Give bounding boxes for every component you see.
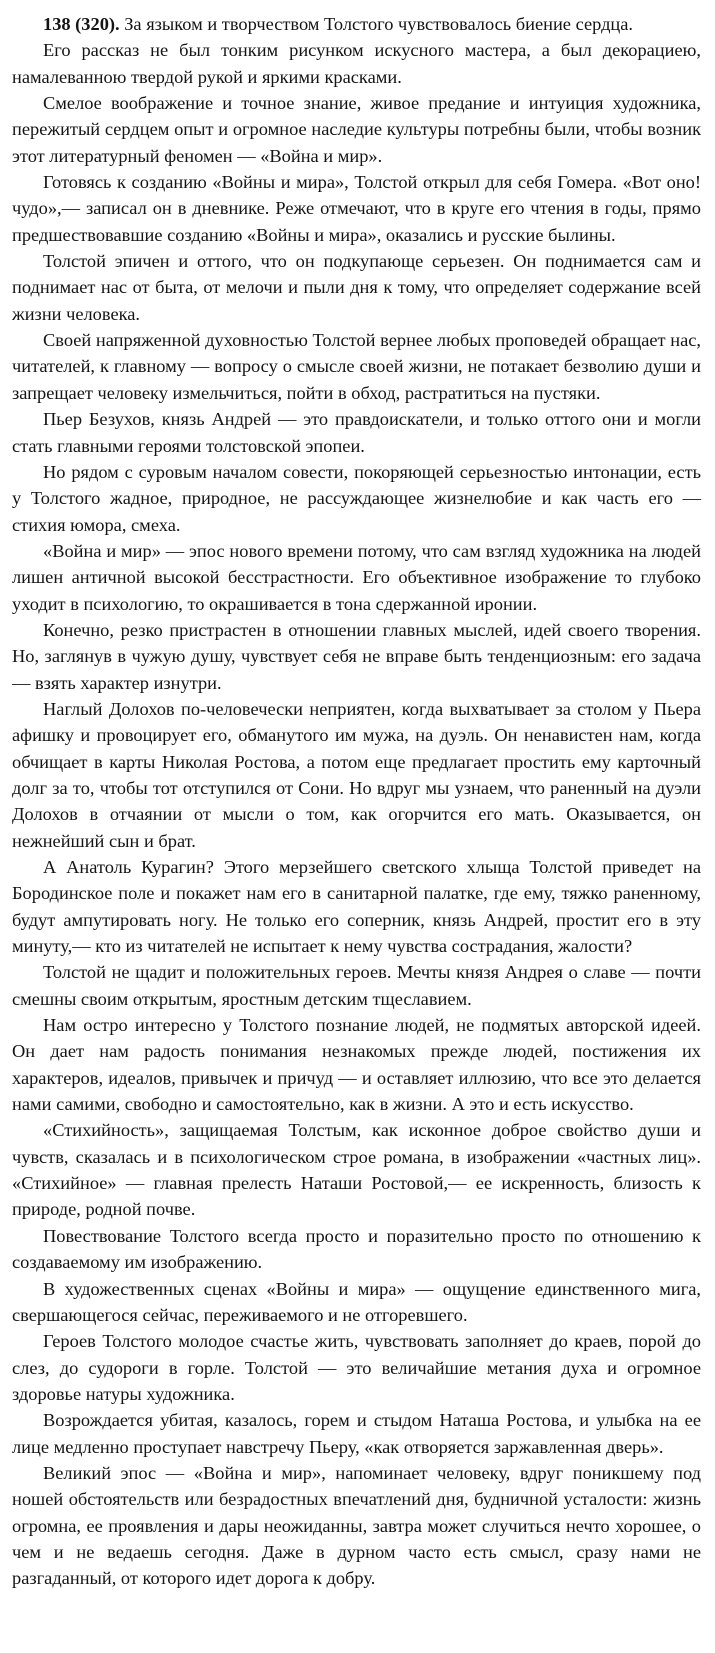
body-paragraph: «Стихийность», защищаемая Толстым, как исконное доброе свойство души и чувств, сказалась и в психологическом строе романа, в изображении «частных лиц». «Стихийное» — главная прелесть Наташи Ростовой,— ее искренность, близость к природе, родной почве.: [12, 1120, 701, 1220]
body-paragraph: Нам остро интересно у Толстого познание людей, не подмятых авторской идеей. Он дает нам радость понимания незнакомых прежде людей, постижения их характеров, идеалов, привычек и причуд — и оставляет иллюзию, что все это делается нами самими, свободно и самостоятельно, как в жизни. А это и есть искусство.: [12, 1015, 701, 1115]
body-paragraph: Конечно, резко пристрастен в отношении главных мыслей, идей своего творения. Но, заглянув в чужую душу, чувствует себя не вправе быть тенденциозным: его задача — взять характер изнутри.: [12, 619, 701, 693]
body-paragraph: В художественных сценах «Войны и мира» — ощущение единственного мига, свершающегося сейчас, переживаемого и не отгоревшего.: [12, 1278, 701, 1325]
body-paragraph: Смелое воображение и точное знание, живое предание и интуиция художника, пережитый сердцем опыт и огромное наследие культуры потребны были, чтобы возник этот литературный феномен — «Война и мир».: [12, 93, 701, 166]
body-paragraph: Готовясь к созданию «Войны и мира», Толстой открыл для себя Гомера. «Вот оно! чудо»,— записал он в дневнике. Реже отмечают, что в круге его чтения в годы, прямо предшествовавшие созданию «Войны и мира», оказались и русские былины.: [12, 172, 701, 245]
body-paragraph: Великий эпос — «Война и мир», напоминает человеку, вдруг поникшему под ношей обстоятельств или безрадостных впечатлений дня, будничной усталости: жизнь огромна, ее проявления и дары неожиданны, завтра может случиться нечто хорошее, о чем и не ведаешь сегодня. Даже в дурном часто есть смысл, сразу нами не разгаданный, от которого идет дорога к добру.: [12, 1462, 701, 1589]
body-paragraph: Наглый Долохов по-человечески неприятен, когда выхватывает за столом у Пьера афишку и провоцирует его, обманутого им мужа, на дуэль. Он ненавистен нам, когда обчищает в карты Николая Ростова, а потом еще предлагает простить ему карточный долг за то, чтобы тот отступился от Сони. Но вдруг мы узнаем, что раненный на дуэли Долохов в отчаянии от мысли о том, как огорчится его мать. Оказывается, он нежнейший сын и брат.: [12, 698, 701, 851]
exercise-number: 138 (320).: [43, 14, 120, 34]
body-paragraph: Но рядом с суровым началом совести, покоряющей серьезностью интонации, есть у Толстого жадное, природное, не рассуждающее жизнелюбие и как часть его — стихия юмора, смеха.: [12, 461, 701, 535]
body-paragraph: Толстой эпичен и оттого, что он подкупающе серьезен. Он поднимается сам и поднимает нас от быта, от мелочи и пыли дня к тому, что определяет содержание всей жизни человека.: [12, 251, 701, 324]
exercise-text-body: [12, 11, 701, 1592]
body-paragraph: Возрождается убитая, казалось, горем и стыдом Наташа Ростова, и улыбка на ее лице медленно проступает навстречу Пьеру, «как отворяется заржавленная дверь».: [12, 1410, 701, 1457]
exercise-heading-text: За языком и творчеством Толстого чувствовалось биение сердца.: [119, 14, 634, 34]
body-paragraph: Повествование Толстого всегда просто и поразительно просто по отношению к создаваемому им изображению.: [12, 1225, 701, 1273]
body-paragraph: Пьер Безухов, князь Андрей — это правдоискатели, и только оттого они и могли стать главными героями толстовской эпопеи.: [12, 409, 701, 456]
body-paragraph: Толстой не щадит и положительных героев. Мечты князя Андрея о славе — почти смешны своим открытым, яростным детским тщеславием.: [12, 962, 701, 1009]
exercise-heading-paragraph: [12, 11, 701, 37]
body-paragraph: Героев Толстого молодое счастье жить, чувствовать заполняет до краев, порой до слез, до судороги в горле. Толстой — это величайшие метания духа и огромное здоровье натуры художника.: [12, 1331, 701, 1404]
body-paragraph: Своей напряженной духовностью Толстой вернее любых проповедей обращает нас, читателей, к главному — вопросу о смысле своей жизни, не потакает безволию души и запрещает человеку измельчиться, пойти в обход, растратиться на пустяки.: [12, 330, 701, 403]
body-paragraph: А Анатоль Курагин? Этого мерзейшего светского хлыща Толстой приведет на Бородинское поле и покажет нам его в санитарной палатке, где ему, тяжко раненному, будут ампутировать ногу. Не только его соперник, князь Андрей, простит его в эту минуту,— кто из читателей не испытает к нему чувства сострадания, жалости?: [12, 857, 701, 957]
body-paragraph: Его рассказ не был тонким рисунком искусного мастера, а был декорациею, намалеванною твердой рукой и яркими красками.: [12, 40, 701, 87]
body-paragraph: «Война и мир» — эпос нового времени потому, что сам взгляд художника на людей лишен античной высокой бесстрастности. Его объективное изображение то глубоко уходит в психологию, то окрашивается в тона сдержанной иронии.: [12, 540, 701, 614]
